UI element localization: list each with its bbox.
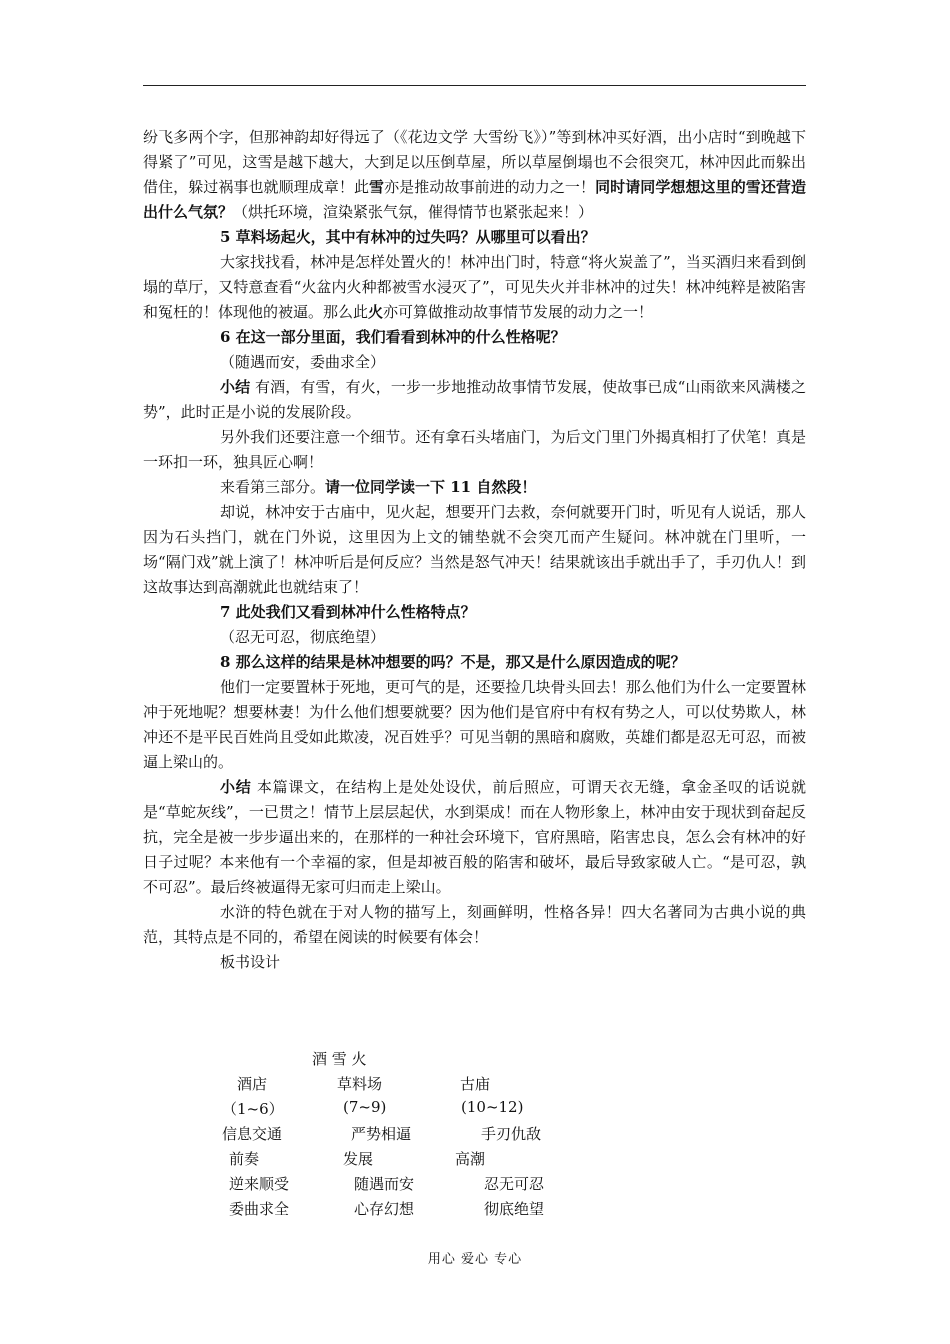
instruction-read: 请一位同学读一下 11 自然段！ bbox=[325, 478, 537, 496]
text-snow-intro: 纷飞多两个字，但那神韵却好得远了（《花边文学 大雪纷飞》）”等到林冲买好酒，出小店时“到晚越下得紧了”可见，这雪是越下越大，大到足以压倒草屋，所以草屋倒塌也不会很突兀，林冲因此而躲出借住，躲过祸事也就顺理成章！此 bbox=[143, 128, 806, 196]
board-col3-trait2: 彻底绝望 bbox=[484, 1200, 545, 1218]
page-footer: 用心 爱心 专心 bbox=[427, 1252, 523, 1267]
answer-6: （随遇而安，委曲求全） bbox=[220, 353, 386, 371]
board-col2-line1: 严势相逼 bbox=[351, 1125, 412, 1143]
board-col1-stage: 前奏 bbox=[229, 1150, 260, 1168]
paragraph-part-three bbox=[143, 475, 806, 500]
board-col3-trait1: 忍无可忍 bbox=[484, 1175, 545, 1193]
keyword-snow: 雪 bbox=[369, 178, 385, 196]
question-snow-atmosphere: 同时请同学想想这里的雪还营造出什么气氛？ bbox=[143, 178, 806, 221]
paragraph-temple: 却说，林冲安于古庙中，见火起，想要开门去救，奈何就要开门时，听见有人说话，那人因为石头挡门，就在门外说，这里因为上文的铺垫就不会突兀而产生疑问。林冲就在门里听，一场“隔门戏”就上演了！林冲听后是何反应？当然是怒气冲天！结果就该出手就出手了，手刃仇人！到这故事达到高潮就此也就结束了！ bbox=[143, 503, 806, 596]
answer-7: （忍无可忍，彻底绝望） bbox=[220, 628, 386, 646]
board-heading: 酒 雪 火 bbox=[312, 1050, 367, 1068]
board-col1-line1: 信息交通 bbox=[222, 1125, 283, 1143]
summary-2 bbox=[143, 775, 806, 900]
paragraph-fire bbox=[143, 250, 806, 325]
keyword-fire: 火 bbox=[368, 303, 384, 321]
board-col3-line1: 手刃仇敌 bbox=[481, 1125, 542, 1143]
board-design-title: 板书设计 bbox=[220, 953, 281, 971]
board-col2-stage: 发展 bbox=[343, 1150, 374, 1168]
document-body bbox=[143, 125, 806, 975]
board-col2-trait1: 随遇而安 bbox=[354, 1175, 415, 1193]
top-rule bbox=[143, 85, 806, 86]
summary-label: 小结 bbox=[220, 778, 252, 796]
question-7: 7 此处我们又看到林冲什么性格特点？ bbox=[220, 603, 476, 621]
board-col1-place: 酒店 bbox=[237, 1075, 268, 1093]
paragraph-snow bbox=[143, 125, 806, 225]
question-5: 5 草料场起火，其中有林冲的过失吗？从哪里可以看出？ bbox=[220, 228, 596, 246]
summary-1 bbox=[143, 375, 806, 425]
board-col1-trait1: 逆来顺受 bbox=[229, 1175, 290, 1193]
board-col1-range: （1~6） bbox=[222, 1100, 284, 1118]
board-col2-range: (7~9) bbox=[343, 1098, 387, 1116]
board-col2-place: 草料场 bbox=[337, 1075, 383, 1093]
answer-snow-atmosphere: （烘托环境，渲染紧张气氛，催得情节也紧张起来！） bbox=[233, 203, 594, 221]
board-col2-trait2: 心存幻想 bbox=[354, 1200, 415, 1218]
question-8: 8 那么这样的结果是林冲想要的吗？不是，那又是什么原因造成的呢？ bbox=[220, 653, 686, 671]
paragraph-detail: 另外我们还要注意一个细节。还有拿石头堵庙门，为后文门里门外揭真相打了伏笔！真是一环扣一环，独具匠心啊！ bbox=[143, 428, 806, 471]
board-col3-range: (10~12) bbox=[461, 1098, 524, 1116]
text-fire-intro: 大家找找看，林冲是怎样处置火的！林冲出门时，特意“将火炭盖了”，当买酒归来看到倒塌的草厅，又特意查看“火盆内火种都被雪水浸灭了”，可见失火并非林冲的过失！林冲纯粹是被陷害和冤枉的！体现他的被逼。那么此 bbox=[143, 253, 806, 321]
summary-text: 本篇课文，在结构上是处处设伏，前后照应，可谓天衣无缝，拿金圣叹的话说就是“草蛇灰线”，一已贯之！情节上层层起伏，水到渠成！而在人物形象上，林冲由安于现状到奋起反抗，完全是被一步步逼出来的，在那样的一种社会环境下，官府黑暗，陷害忠良，怎么会有林冲的好日子过呢？本来他有一个幸福的家，但是却被百般的陷害和破坏，最后导致家破人亡。“是可忍，孰不可忍”。最后终被逼得无家可归而走上梁山。 bbox=[143, 778, 806, 896]
board-col1-trait2: 委曲求全 bbox=[229, 1200, 290, 1218]
text-snow-driver: 亦是推动故事前进的动力之一！ bbox=[384, 178, 596, 196]
text-fire-driver: 亦可算做推动故事情节发展的动力之一！ bbox=[383, 303, 654, 321]
board-col3-stage: 高潮 bbox=[455, 1150, 486, 1168]
summary-text: 有酒，有雪，有火，一步一步地推动故事情节发展，使故事已成“山雨欲来风满楼之势”，此时正是小说的发展阶段。 bbox=[143, 378, 806, 421]
paragraph-characteristics: 水浒的特色就在于对人物的描写上，刻画鲜明，性格各异！四大名著同为古典小说的典范，其特点是不同的，希望在阅读的时候要有体会！ bbox=[143, 903, 806, 946]
summary-label: 小结 bbox=[220, 378, 251, 396]
text-part-three: 来看第三部分。 bbox=[220, 478, 326, 496]
board-col3-place: 古庙 bbox=[460, 1075, 491, 1093]
question-6: 6 在这一部分里面，我们看看到林冲的什么性格呢？ bbox=[220, 328, 566, 346]
paragraph-reason: 他们一定要置林于死地，更可气的是，还要捡几块骨头回去！那么他们为什么一定要置林冲于死地呢？想要林妻！为什么他们想要就要？因为他们是官府中有权有势之人，可以仗势欺人，林冲还不是平民百姓尚且受如此欺凌，况百姓乎？可见当朝的黑暗和腐败，英雄们都是忍无可忍，而被逼上梁山的。 bbox=[143, 678, 806, 771]
